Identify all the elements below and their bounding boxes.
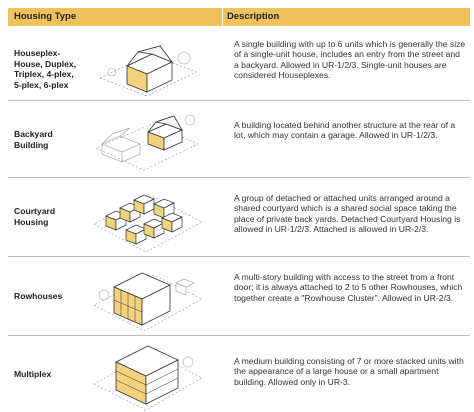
header-description: Description xyxy=(227,11,280,22)
housing-description: A multi-story building with access to the street from a front door; it is always attached to 2 to 5 other Rowhouses, which together create a "Rowhouse Cluster". Allowed in UR-2/3. xyxy=(234,272,463,303)
housing-type-label: Courtyard Housing xyxy=(14,206,56,227)
backyard-building-illustration xyxy=(92,104,202,174)
housing-description: A building located behind another structure at the rear of a lot, which may contain a garage. Allowed in UR-1/2/3. xyxy=(234,120,456,141)
courtyard-housing-illustration xyxy=(92,180,204,254)
housing-description: A medium building consisting of 7 or more stacked units with the appearance of a large house or a small apartment building. Allowed only in UR-3. xyxy=(234,356,464,387)
table-row xyxy=(8,257,470,335)
table-row xyxy=(8,178,470,256)
header-housing-type: Housing Type xyxy=(14,11,77,22)
housing-types-table xyxy=(8,8,470,387)
multiplex-illustration xyxy=(92,338,204,412)
table-row xyxy=(8,336,470,412)
header-divider xyxy=(222,8,223,26)
table-row xyxy=(8,26,470,100)
housing-type-label: Multiplex xyxy=(14,369,52,379)
housing-type-label: Houseplex- House, Duplex, Triplex, 4-plex, 5-plex, 6-plex xyxy=(14,48,77,90)
rowhouses-illustration xyxy=(92,259,204,333)
housing-type-label: Rowhouses xyxy=(14,291,63,301)
housing-description: A group of detached or attached units arranged around a shared courtyard which is a shared social space taking the place of private back yards. Detached Courtyard Housing is allowed in UR-1/2/3. Attached is allowed in UR-2/3. xyxy=(234,193,461,235)
houseplex-illustration xyxy=(92,28,202,98)
housing-description: A single building with up to 6 units which is generally the size of a single-unit house, includes an entry from the street and a backyard. Allowed in UR-1/2/3. Single-unit houses are considered Houseplexes. xyxy=(234,39,466,81)
housing-type-label: Backyard Building xyxy=(14,129,53,150)
table-row xyxy=(8,101,470,177)
table-header xyxy=(8,8,470,26)
